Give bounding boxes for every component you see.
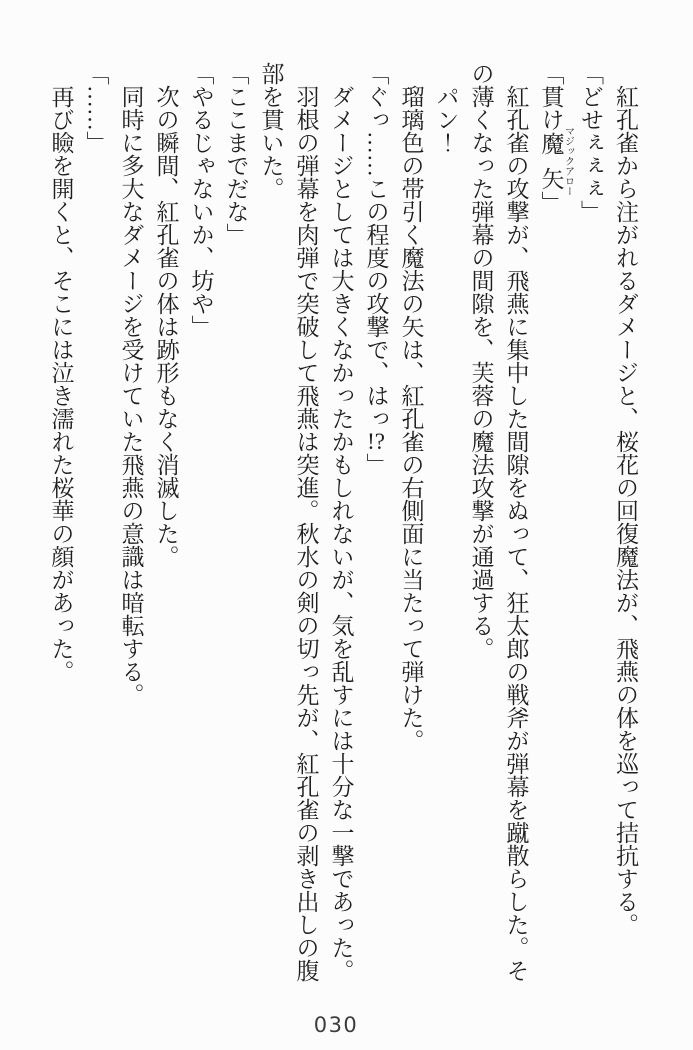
paragraph: 同時に多大なダメージを受けていた飛燕の意識は暗転する。 <box>118 62 144 706</box>
furigana-ruby <box>538 126 574 196</box>
ruby-base: 魔矢 <box>538 126 564 196</box>
page-text <box>44 62 644 996</box>
paragraph-segment: 」 <box>538 191 564 214</box>
paragraph: パン！ <box>433 62 459 154</box>
paragraph: 「……」 <box>83 62 109 154</box>
paragraph: ダメージとしては大きくなかったかもしれないが、気を乱すには十分な一撃であった。 <box>328 62 354 982</box>
page-number: 030 <box>313 1013 359 1037</box>
paragraph-segment: 」 <box>363 453 389 476</box>
paragraph: 羽根の弾幕を肉弾で突破して飛燕は突進。秋水の剣の切っ先が、紅孔雀の剥き出しの腹部を貫いた。 <box>258 62 319 982</box>
paragraph: 「どせぇぇぇ」 <box>578 62 603 223</box>
paragraph: 次の瞬間、紅孔雀の体は跡形もなく消滅した。 <box>153 62 179 568</box>
paragraph: 紅孔雀の攻撃が、飛燕に集中した間隙をぬって、狂太郎の戦斧が弾幕を蹴散らした。その薄くなった弾幕の間隙を、芙蓉の魔法攻撃が通過する。 <box>468 62 529 982</box>
paragraph: 「やるじゃないか、坊や」 <box>188 62 214 338</box>
tate-chu-yoko: !? <box>367 430 385 453</box>
paragraph-segment: 「ぐっ……この程度の攻撃で、はっ <box>363 62 389 430</box>
paragraph: 再び瞼を開くと、そこには泣き濡れた桜華の顔があった。 <box>48 62 74 683</box>
paragraph: 瑠璃色の帯引く魔法の矢は、紅孔雀の右側面に当たって弾けた。 <box>398 62 424 752</box>
paragraph <box>534 62 574 996</box>
paragraph: 「ここまでだな」 <box>223 62 249 246</box>
paragraph <box>359 62 394 996</box>
paragraph: 紅孔雀から注がれるダメージと、桜花の回復魔法が、飛燕の体を巡って拮抗する。 <box>613 62 638 936</box>
furigana-text: マジックアロー <box>562 126 574 196</box>
paragraph-segment: 「貫け <box>538 62 564 131</box>
